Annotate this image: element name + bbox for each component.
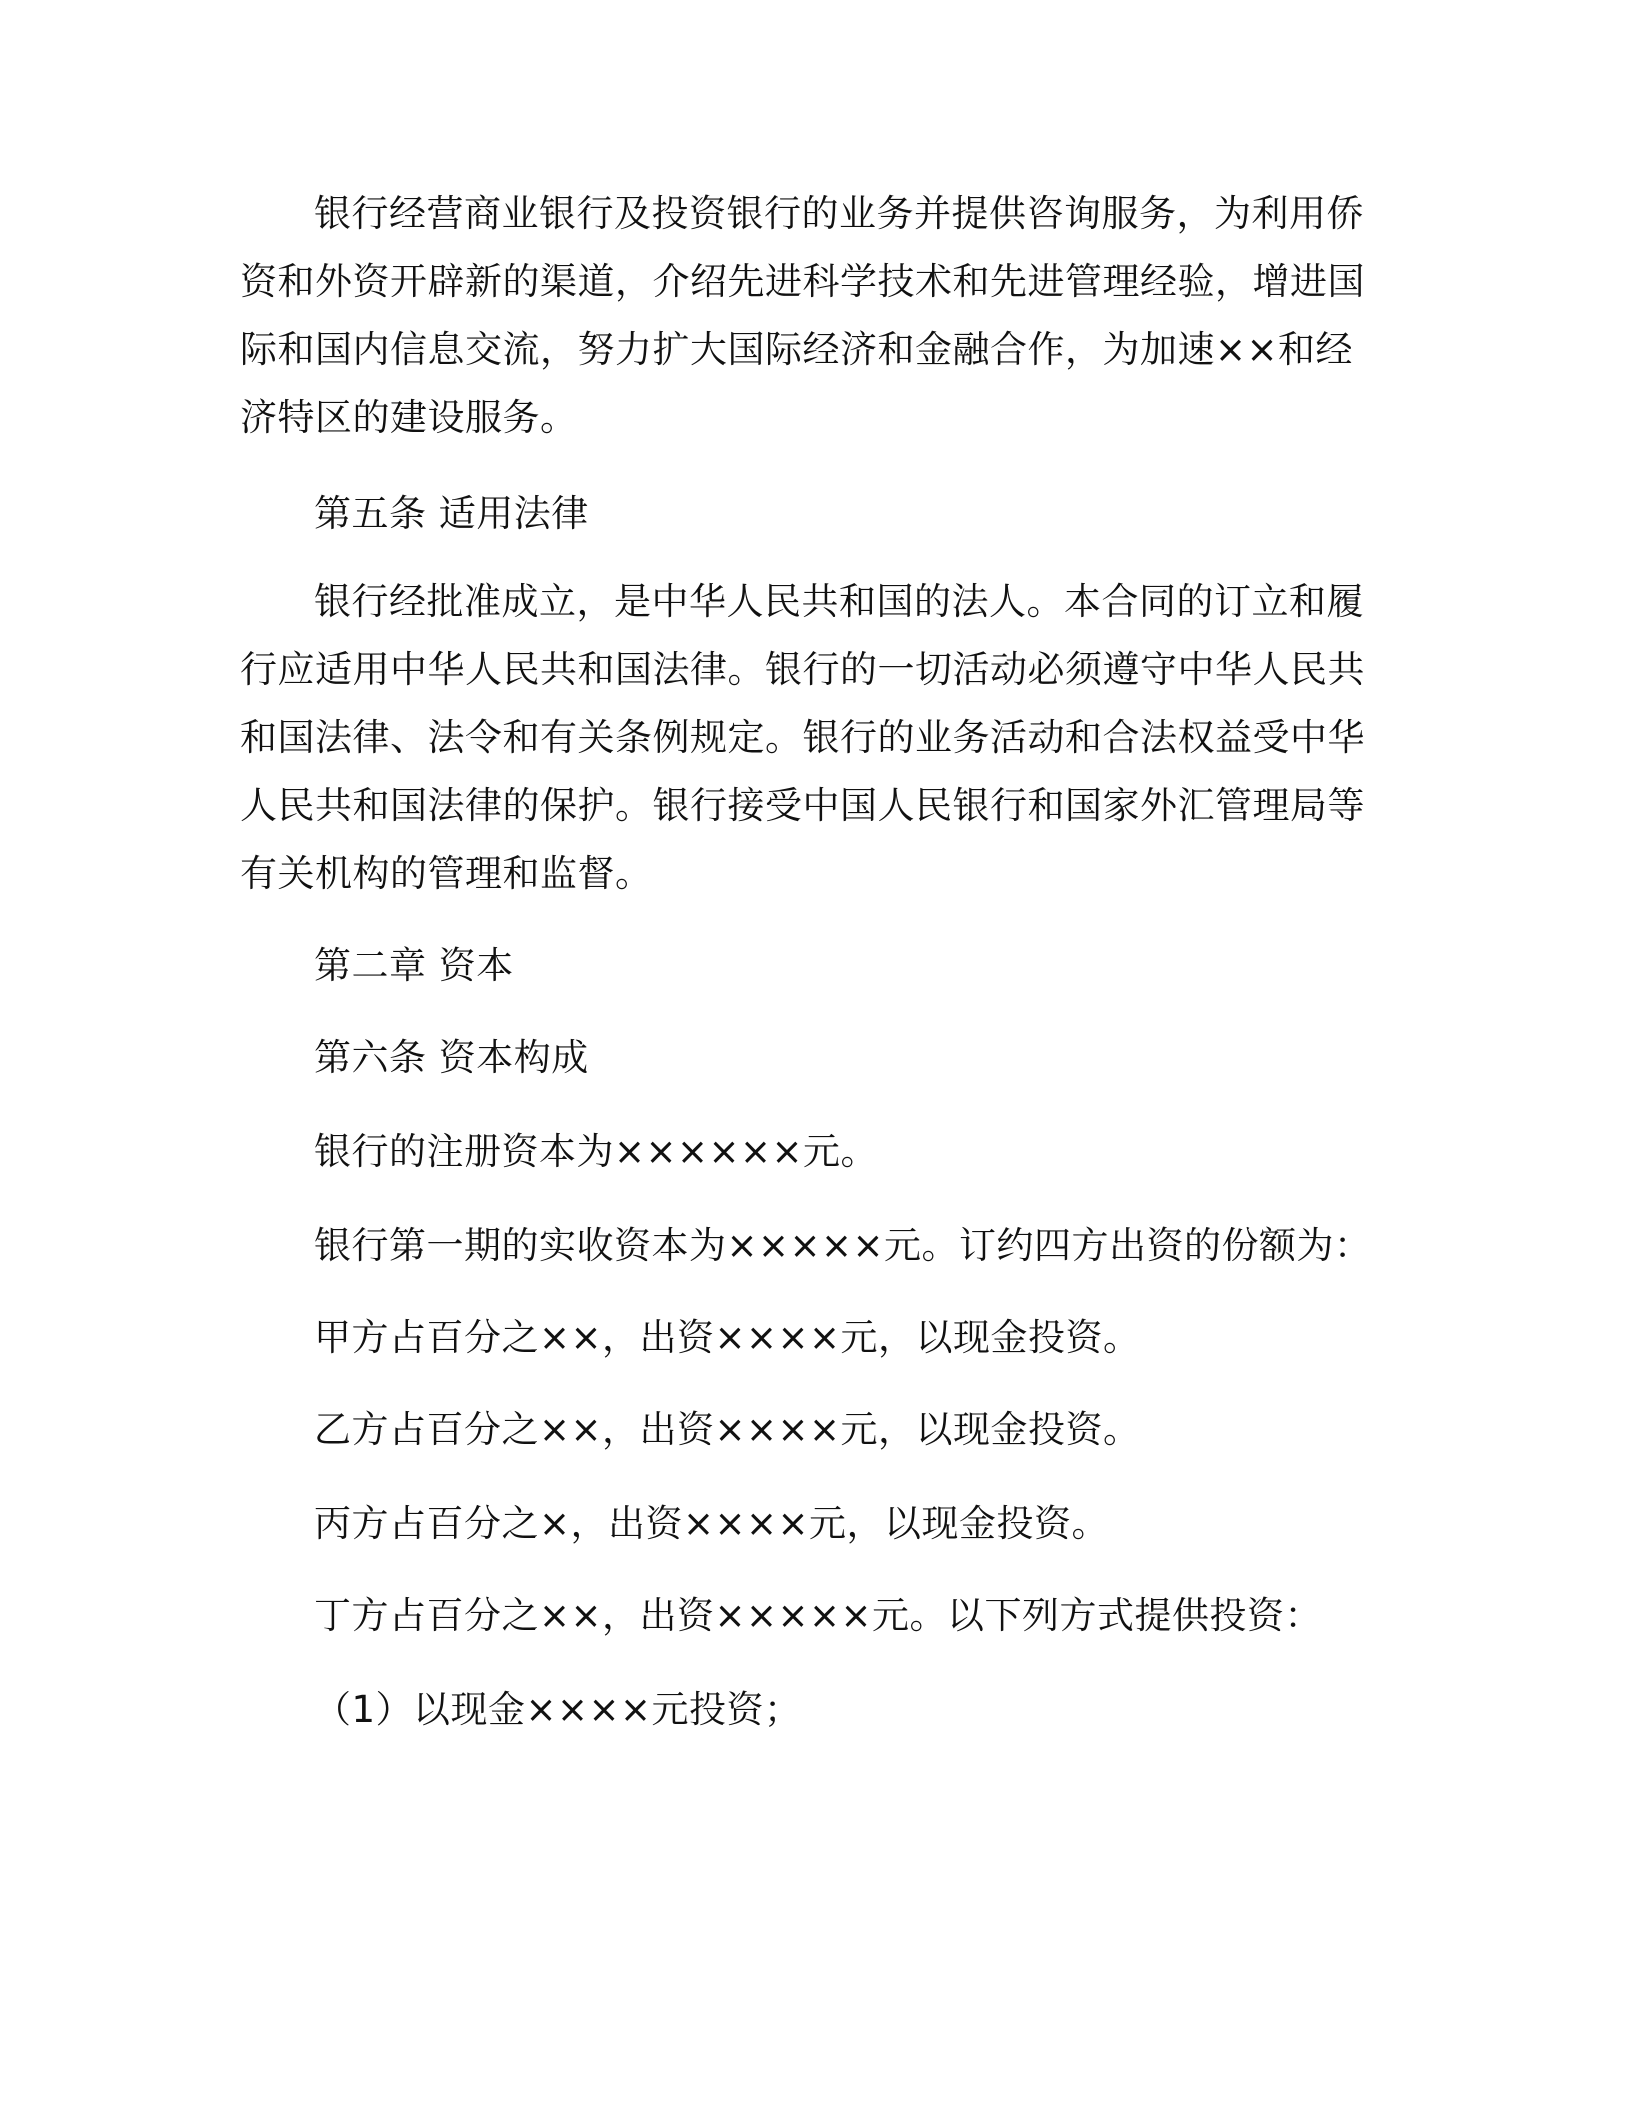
party-d-line: 丁方占百分之××，出资×××××元。以下列方式提供投资：	[314, 1594, 1323, 1637]
paragraph-line: 和国法律、法令和有关条例规定。银行的业务活动和合法权益受中华	[240, 716, 1365, 759]
paragraph-business-scope	[240, 180, 1370, 452]
article-6-heading: 第六条 资本构成	[314, 1036, 589, 1079]
paid-in-capital-line: 银行第一期的实收资本为×××××元。订约四方出资的份额为：	[314, 1224, 1372, 1267]
paragraph-line: 行应适用中华人民共和国法律。银行的一切活动必须遵守中华人民共	[240, 648, 1365, 691]
paragraph-line: 济特区的建设服务。	[240, 396, 578, 439]
paragraph-line: 际和国内信息交流，努力扩大国际经济和金融合作，为加速××和经	[240, 328, 1354, 371]
registered-capital-line: 银行的注册资本为××××××元。	[314, 1130, 879, 1173]
paragraph-line: 有关机构的管理和监督。	[240, 852, 653, 895]
chapter-2-heading: 第二章 资本	[314, 944, 514, 987]
party-c-line: 丙方占百分之×，出资××××元，以现金投资。	[314, 1502, 1110, 1545]
article-5-heading: 第五条 适用法律	[314, 492, 589, 535]
paragraph-line: 人民共和国法律的保护。银行接受中国人民银行和国家外汇管理局等	[240, 784, 1365, 827]
paragraph-line: 银行经营商业银行及投资银行的业务并提供咨询服务，为利用侨	[314, 192, 1364, 235]
paragraph-applicable-law	[240, 568, 1370, 908]
investment-item-1: （1）以现金××××元投资；	[314, 1688, 802, 1731]
paragraph-line: 资和外资开辟新的渠道，介绍先进科学技术和先进管理经验，增进国	[240, 260, 1365, 303]
paragraph-line: 银行经批准成立，是中华人民共和国的法人。本合同的订立和履	[314, 580, 1364, 623]
party-b-line: 乙方占百分之××，出资××××元，以现金投资。	[314, 1408, 1141, 1451]
party-a-line: 甲方占百分之××，出资××××元，以现金投资。	[314, 1316, 1141, 1359]
